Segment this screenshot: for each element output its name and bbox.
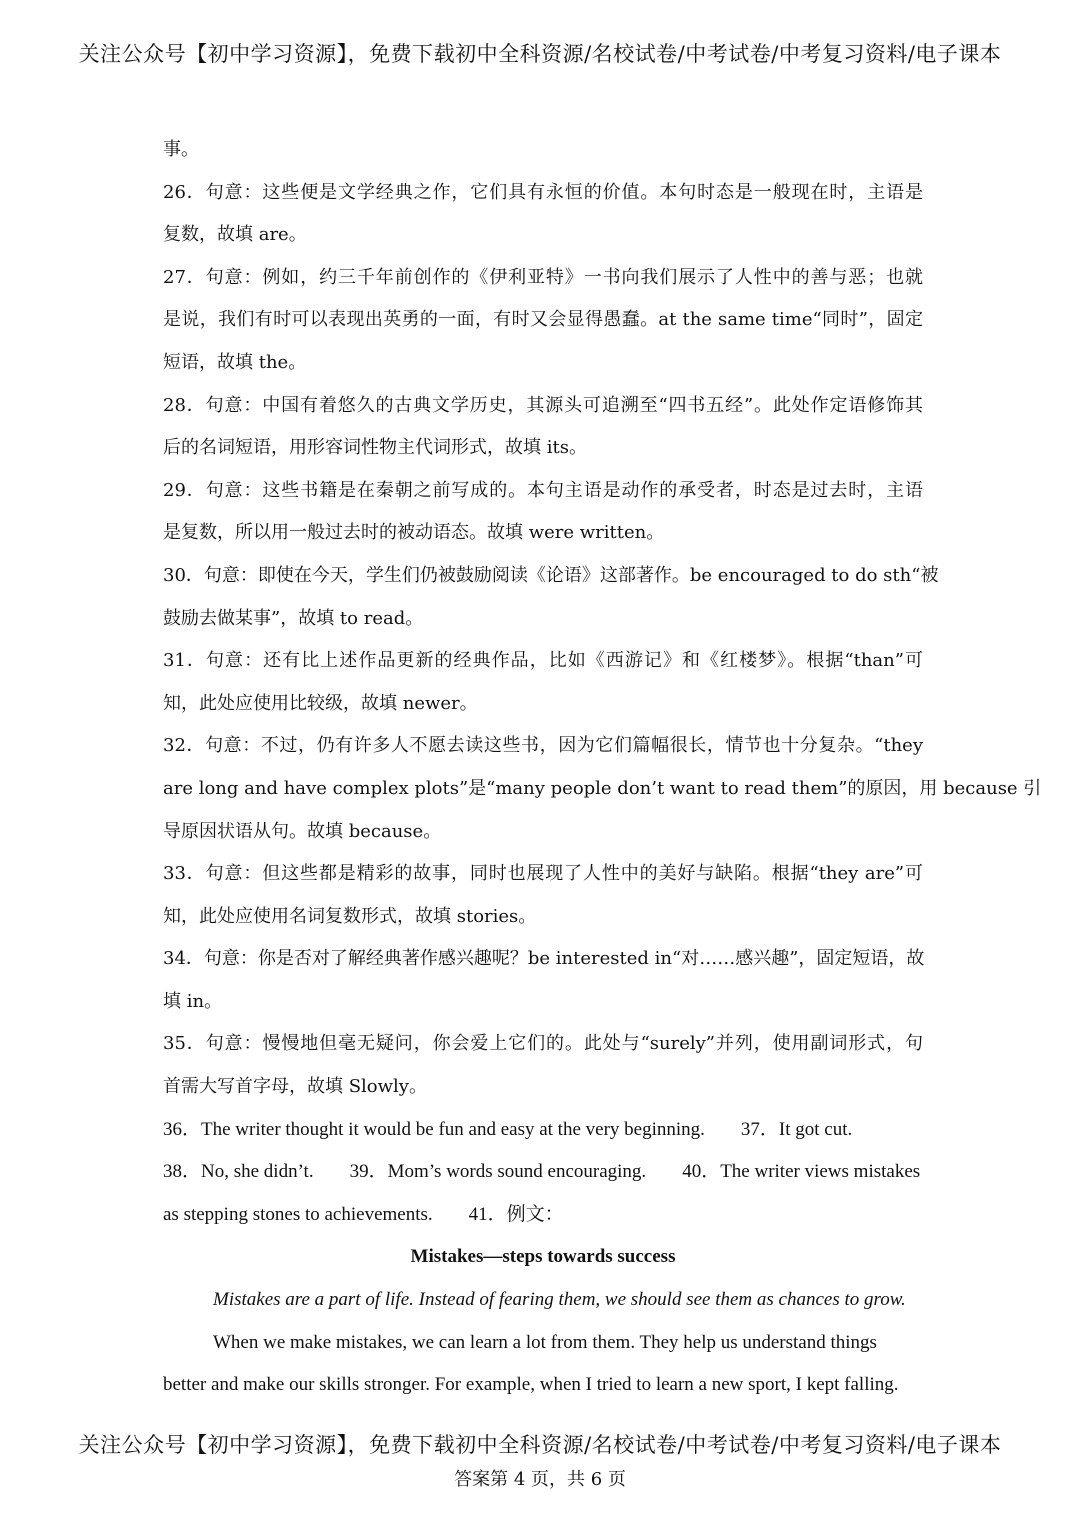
answer-36: 36．The writer thought it would be fun and easy at the very beginning.: [163, 1118, 705, 1140]
short-answer-line: [163, 1194, 923, 1237]
answer-line: 导原因状语从句。故填 because。: [163, 820, 442, 842]
answer-40: 40．The writer views mistakes: [682, 1161, 921, 1183]
answer-line: 知，此处应使用名词复数形式，故填 stories。: [163, 905, 537, 927]
answer-line: 是说，我们有时可以表现出英勇的一面，有时又会显得愚蠢。at the same time“同时”，固定: [163, 309, 923, 331]
answer-line: 32．句意：不过，仍有许多人不愿去读这些书，因为它们篇幅很长，情节也十分复杂。“they: [163, 735, 923, 757]
essay-paragraph-line: better and make our skills stronger. For example, when I tried to learn a new sport, I kept falling.: [163, 1374, 899, 1396]
answer-line: 填 in。: [163, 990, 223, 1012]
short-answer-line: [163, 1151, 923, 1194]
answer-41: 41．例文：: [468, 1203, 564, 1225]
answer-line: 鼓励去做某事”，故填 to read。: [163, 607, 424, 629]
answer-38: 38．No, she didn’t.: [163, 1161, 314, 1183]
answer-40-continued: as stepping stones to achievements.: [163, 1203, 433, 1225]
answer-line: 首需大写首字母，故填 Slowly。: [163, 1076, 427, 1098]
answer-line: 事。: [163, 139, 199, 160]
answer-line: 知，此处应使用比较级，故填 newer。: [163, 692, 478, 714]
answer-line: 短语，故填 the。: [163, 351, 307, 373]
answer-line: 是复数，所以用一般过去时的被动语态。故填 were written。: [163, 522, 665, 544]
answer-39: 39．Mom’s words sound encouraging.: [349, 1161, 647, 1183]
answer-line: 35．句意：慢慢地但毫无疑问，你会爱上它们的。此处与“surely”并列，使用副词形式，句: [163, 1033, 923, 1055]
page-number: 答案第 4 页，共 6 页: [454, 1469, 626, 1490]
answer-line: 28．句意：中国有着悠久的古典文学历史，其源头可追溯至“四书五经”。此处作定语修饰其: [163, 394, 923, 416]
header-banner: 关注公众号【初中学习资源】，免费下载初中全科资源/名校试卷/中考试卷/中考复习资料/电子课本: [78, 42, 1002, 66]
short-answer-line: [163, 1109, 923, 1152]
essay-paragraph-line: When we make mistakes, we can learn a lot from them. They help us understand things: [213, 1331, 877, 1353]
answer-line: 26．句意：这些便是文学经典之作，它们具有永恒的价值。本句时态是一般现在时，主语是: [163, 181, 923, 203]
answer-line: 27．句意：例如，约三千年前创作的《伊利亚特》一书向我们展示了人性中的善与恶；也就: [163, 266, 923, 288]
answer-line: 31．句意：还有比上述作品更新的经典作品，比如《西游记》和《红楼梦》。根据“than”可: [163, 650, 923, 672]
answer-line: 30．句意：即使在今天，学生们仍被鼓励阅读《论语》这部著作。be encouraged to do sth“被: [163, 564, 939, 586]
answer-line: 34．句意：你是否对了解经典著作感兴趣呢？be interested in“对……感兴趣”，固定短语，故: [163, 948, 925, 970]
answer-line: 29．句意：这些书籍是在秦朝之前写成的。本句主语是动作的承受者，时态是过去时，主语: [163, 479, 923, 501]
essay-intro: Mistakes are a part of life. Instead of fearing them, we should see them as chances to grow.: [213, 1289, 906, 1311]
essay-title: Mistakes—steps towards success: [410, 1246, 676, 1268]
answer-line: 复数，故填 are。: [163, 224, 307, 246]
answer-line: 33．句意：但这些都是精彩的故事，同时也展现了人性中的美好与缺陷。根据“they are”可: [163, 863, 923, 885]
answer-line: 后的名词短语，用形容词性物主代词形式，故填 its。: [163, 437, 587, 459]
answer-37: 37．It got cut.: [740, 1118, 853, 1140]
answer-line: are long and have complex plots”是“many people don’t want to read them”的原因，用 because 引: [163, 777, 1042, 799]
footer-banner: 关注公众号【初中学习资源】，免费下载初中全科资源/名校试卷/中考试卷/中考复习资料/电子课本: [78, 1433, 1002, 1457]
answer-content: [163, 129, 1042, 1407]
